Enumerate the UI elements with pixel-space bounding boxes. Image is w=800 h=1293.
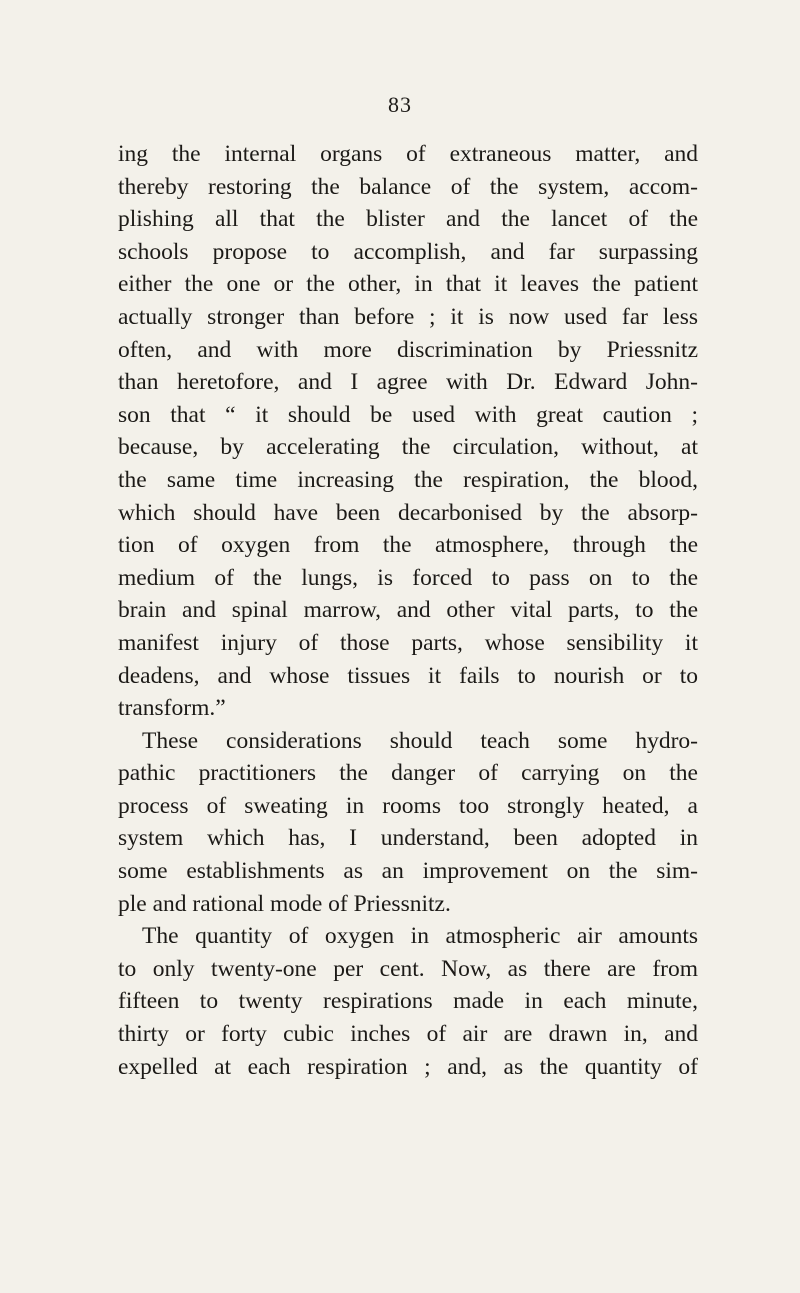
text-line: actually stronger than before ; it is now used far less bbox=[118, 303, 698, 330]
text-line: medium of the lungs, is forced to pass on to the bbox=[118, 564, 698, 591]
text-line: fifteen to twenty respirations made in each minute, bbox=[118, 988, 698, 1015]
text-line: expelled at each respiration ; and, as the quantity of bbox=[118, 1053, 698, 1080]
text-line: tion of oxygen from the atmosphere, through the bbox=[118, 532, 698, 559]
text-line: the same time increasing the respiration, the blood, bbox=[118, 466, 698, 493]
text-line: brain and spinal marrow, and other vital parts, to the bbox=[118, 597, 698, 624]
body-text bbox=[118, 138, 698, 1083]
text-line: schools propose to accomplish, and far surpassing bbox=[118, 238, 698, 265]
text-line: transform.” bbox=[118, 695, 226, 722]
text-line: which should have been decarbonised by the absorp- bbox=[118, 499, 698, 526]
text-line: manifest injury of those parts, whose sensibility it bbox=[118, 629, 698, 656]
text-line: often, and with more discrimination by Priessnitz bbox=[118, 336, 698, 363]
text-line: process of sweating in rooms too strongly heated, a bbox=[118, 792, 698, 819]
text-line: deadens, and whose tissues it fails to nourish or to bbox=[118, 662, 698, 689]
text-line: some establishments as an improvement on the sim- bbox=[118, 858, 698, 885]
text-line: than heretofore, and I agree with Dr. Edward John- bbox=[118, 369, 698, 396]
text-line: ing the internal organs of extraneous matter, and bbox=[118, 141, 698, 167]
page-number: 83 bbox=[388, 92, 412, 117]
text-line: system which has, I understand, been adopted in bbox=[118, 825, 698, 852]
text-line: plishing all that the blister and the lancet of the bbox=[118, 206, 698, 233]
text-line: to only twenty-one per cent. Now, as there are from bbox=[118, 955, 698, 982]
text-line: thirty or forty cubic inches of air are drawn in, and bbox=[118, 1021, 698, 1048]
text-line: The quantity of oxygen in atmospheric air amounts bbox=[142, 923, 698, 950]
text-line: because, by accelerating the circulation, without, at bbox=[118, 434, 698, 461]
text-line: pathic practitioners the danger of carrying on the bbox=[118, 760, 698, 787]
text-line: ple and rational mode of Priessnitz. bbox=[118, 890, 451, 917]
text-line: either the one or the other, in that it leaves the patient bbox=[118, 271, 698, 298]
text-line: son that “ it should be used with great caution ; bbox=[118, 401, 698, 428]
text-line: thereby restoring the balance of the system, accom- bbox=[118, 173, 698, 200]
text-line: These considerations should teach some hydro- bbox=[142, 727, 698, 754]
